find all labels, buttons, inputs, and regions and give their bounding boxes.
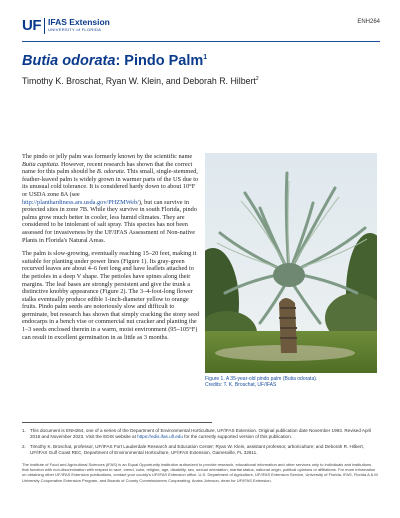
figure-1-photo [205,153,377,373]
disclaimer: The Institute of Food and Agricultural Sciences (IFAS) is an Equal Opportunity Institution authorized to provide research, educational information and other services only to individuals and institutions that function with non-discrimination with respect to race, creed, color, religion, age, disability, sex, sexual orientation, marital status, national origin, political opinions or affiliations. For more information on obtaining other UF/IFAS Extension publications, contact your county's UF/IFAS Extension office. U.S. Department of Agriculture, UF/IFAS Extension Service, University of Florida, IFAS, Florida A & M University Cooperative Extension Program, and Boards of County Commissioners Cooperating. Andra Johnson, dean for UF/IFAS Extension. [22,462,378,483]
authors-footnote-marker: 2 [255,76,259,83]
page-title [22,53,207,69]
footnote-1-text [30,428,378,440]
caption-title: Figure 1. A 35-year-old pindo palm (Butia odorata). [205,376,318,382]
author-names: Timothy K. Broschat, Ryan W. Klein, and Deborah R. Hilbert [22,76,256,86]
footnote-2 [22,444,378,456]
caption-credits: Credits: T. K. Broschat, UF/IFAS [205,382,277,388]
footnote-1 [22,428,378,440]
footnote-2-number: 2. [22,444,26,449]
p1-text-e: . This small, single-stemmed, feather-leaved palm is widely grown in warmer parts of the US due to its unusual cold tolerance. It is considered hardy down to about 10°F or USDA zone 8A (see [22,168,199,198]
hardiness-zone-link[interactable]: http://planthardiness.ars.usda.gov/PHZMWeb/ [22,198,139,206]
title-species: Butia odorata [22,53,116,69]
footnote-1-text-b: for the currently supported version of this publication. [182,433,292,439]
body-column [22,153,200,347]
footnote-2-text: Timothy K. Broschat, professor, UF/IFAS Fort Lauderdale Research and Education Center; Ryan W. Klein, assistant professor, arboriculture; and Deborah R. Hilbert, UF/IFAS Gulf Coast REC, Department of Environmental Horticulture, UF/IFAS Extension, Gainesville, FL 32611. [30,444,365,455]
logo-subtitle: UNIVERSITY of FLORIDA [48,27,102,32]
p1-text-c: . However, recent research has shown that the correct name for this palm should be [22,160,193,176]
paragraph-1 [22,153,200,244]
document-id: ENH264 [357,19,380,25]
figure-1-caption [205,376,377,388]
title-footnote-marker: 1 [203,54,208,62]
footnote-1-number: 1. [22,428,26,433]
ifas-logo [22,18,110,34]
logo-text [48,18,110,33]
edis-link[interactable]: https://edis.ifas.ufl.edu [137,433,183,439]
p1-species-old: Butia capitata [22,160,58,168]
title-common-name: : Pindo Palm [115,53,204,69]
footnote-1-text-a: This document is ENH264, one of a series of the Department of Environmental Horticulture, UF/IFAS Extension. Original publication date November 1993. Revised April 2015 and November 2023. Visit the EDIS website at [30,428,372,439]
logo-name: IFAS Extension [48,17,110,27]
p1-text-a: The pindo or jelly palm was formerly known by the scientific name [22,153,193,160]
paragraph-2: The palm is slow-growing, eventually reaching 15–20 feet, making it suitable for planting under power lines (Figure 1). Its gray-green recurved leaves are about 4–6 feet long and have leaflets attached to the petioles in a deep V shape. The petioles have spines along their margins. The leaf bases are strongly persistent and give the trunk a distinctive knobby appearance (Figure 2). The 3–4-foot-long flower stalks eventually produce edible 1-inch-diameter yellow to orange fruits. Pindo palm seeds are notoriously slow and difficult to germinate, but research has shown that simply cracking the stony seed endocarps in a bench vise or commercial nut cracker and planting the 1–3 seeds enclosed therein in a warm, moist environment (95–105°F) can result in excellent germination in as little as 3 months. [22,250,200,341]
footnote-rule [22,422,212,423]
p1-text-f: ), but can survive in protected sites in zone 7B. While they survive in south Florida, pindo palms grow much better in cooler, less humid climates. They are considered to be intolerant of salt spray. This species has not been assessed for invasiveness by the UF/IFAS Assessment of Non-native Plants in Florida's Natural Areas. [22,198,197,244]
p1-species-new: B. odorata [96,168,124,176]
header-rule [22,41,380,42]
logo-divider [44,18,45,34]
logo-uf: UF [22,17,41,34]
authors [22,76,259,86]
